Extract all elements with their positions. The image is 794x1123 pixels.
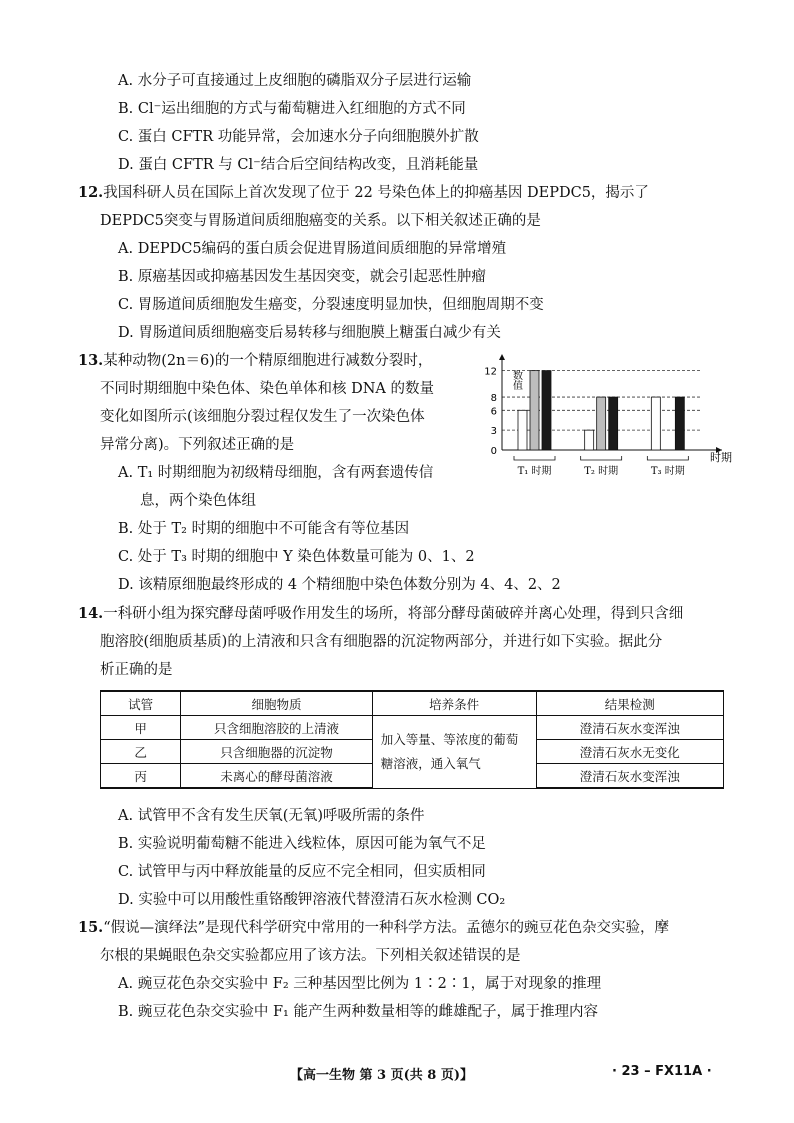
q15-stem-line1 — [78, 918, 669, 938]
q14-option-b: B. 实验说明葡萄糖不能进入线粒体，原因可能为氧气不足 — [118, 836, 486, 852]
q11-option-c: C. 蛋白 CFTR 功能异常，会加速水分子向细胞膜外扩散 — [118, 129, 479, 145]
q14-stem-text1: 一科研小组为探究酵母菌呼吸作用发生的场所，将部分酵母菌破碎并离心处理，得到只含细 — [103, 606, 684, 622]
merged-condition-line2: 糖溶液，通入氧气 — [380, 755, 481, 771]
footer-page-info: 【高一生物 第 3 页(共 8 页)】 — [290, 1068, 474, 1083]
q13-stem-line1 — [78, 351, 432, 371]
q12-option-c: C. 胃肠道间质细胞发生癌变，分裂速度明显加快，但细胞周期不变 — [118, 297, 544, 313]
category-bracket — [514, 456, 555, 460]
q12-stem-text1: 我国科研人员在国际上首次发现了位于 22 号染色体上的抑癌基因 DEPDC5，揭示了 — [103, 185, 649, 201]
y-tick-label: 6 — [490, 406, 497, 418]
experiment-table — [100, 690, 724, 789]
bar — [597, 397, 606, 450]
table-header: 结果检测 — [536, 691, 723, 716]
q13-option-a-line2: 息，两个染色体组 — [140, 493, 256, 509]
q14-number: 14. — [78, 605, 104, 622]
q15-stem-line2: 尔根的果蝇眼色杂交实验都应用了该方法。下列相关叙述错误的是 — [100, 948, 521, 964]
y-axis-arrow-icon — [499, 354, 505, 360]
q12-option-a: A. DEPDC5编码的蛋白质会促进胃肠道间质细胞的异常增殖 — [118, 241, 507, 257]
q11-option-d: D. 蛋白 CFTR 与 Cl⁻结合后空间结构改变，且消耗能量 — [118, 157, 479, 173]
category-bracket — [581, 456, 622, 460]
y-axis-label: 数值 — [510, 370, 522, 390]
table-header-row — [101, 691, 724, 716]
y-tick-label: 8 — [490, 393, 497, 405]
q11-option-b: B. Cl⁻运出细胞的方式与葡萄糖进入红细胞的方式不同 — [118, 101, 466, 117]
q12-number: 12. — [78, 184, 104, 201]
q13-option-d: D. 该精原细胞最终形成的 4 个精细胞中染色体数分别为 4、4、2、2 — [118, 577, 561, 593]
chromosome-bar-chart — [476, 352, 736, 484]
q13-option-b: B. 处于 T₂ 时期的细胞中不可能含有等位基因 — [118, 521, 410, 537]
table-cell: 乙 — [101, 740, 181, 764]
q13-option-a-line1: A. T₁ 时期细胞为初级精母细胞，含有两套遗传信 — [118, 465, 434, 481]
table-header: 细胞物质 — [181, 691, 372, 716]
q11-option-a: A. 水分子可直接通过上皮细胞的磷脂双分子层进行运输 — [118, 73, 472, 89]
bar — [542, 371, 551, 450]
bar — [585, 430, 594, 450]
merged-condition-line1: 加入等量、等浓度的葡萄 — [380, 731, 519, 747]
q12-stem-line1 — [78, 183, 649, 203]
q13-stem-line3: 变化如图所示(该细胞分裂过程仅发生了一次染色体 — [100, 409, 425, 425]
bar — [518, 410, 527, 450]
q15-number: 15. — [78, 919, 104, 936]
table-cell: 只含细胞器的沉淀物 — [181, 740, 372, 764]
q13-number: 13. — [78, 352, 104, 369]
bar — [530, 371, 539, 450]
x-tick-label: T₁ 时期 — [517, 466, 552, 477]
bar — [651, 397, 660, 450]
table-row — [101, 716, 724, 740]
q13-option-c: C. 处于 T₃ 时期的细胞中 Y 染色体数量可能为 0、1、2 — [118, 549, 475, 565]
table-cell: 甲 — [101, 716, 181, 740]
table-header: 试管 — [101, 691, 181, 716]
table-cell: 澄清石灰水变浑浊 — [536, 764, 723, 789]
q15-option-b: B. 豌豆花色杂交实验中 F₁ 能产生两种数量相等的雌雄配子，属于推理内容 — [118, 1004, 598, 1020]
table-header: 培养条件 — [372, 691, 536, 716]
table-cell: 澄清石灰水变浑浊 — [536, 716, 723, 740]
bar — [609, 397, 618, 450]
q13-stem-text1: 某种动物(2n＝6)的一个精原细胞进行减数分裂时， — [103, 353, 433, 369]
q14-option-c: C. 试管甲与丙中释放能量的反应不完全相同，但实质相同 — [118, 864, 486, 880]
q14-stem-line2: 胞溶胶(细胞质基质)的上清液和只含有细胞器的沉淀物两部分，并进行如下实验。据此分 — [100, 634, 663, 650]
x-tick-label: T₃ 时期 — [650, 466, 685, 477]
footer-code: · 23 – FX11A · — [612, 1064, 712, 1079]
q13-stem-line2: 不同时期细胞中染色体、染色单体和核 DNA 的数量 — [100, 381, 435, 397]
y-tick-label: 3 — [490, 426, 497, 438]
x-tick-label: T₂ 时期 — [584, 466, 619, 477]
table-cell: 只含细胞溶胶的上清液 — [181, 716, 372, 740]
q14-stem-line1 — [78, 604, 683, 624]
table-cell: 澄清石灰水无变化 — [536, 740, 723, 764]
y-tick-label: 12 — [484, 366, 497, 378]
category-bracket — [647, 456, 688, 460]
table-cell: 未离心的酵母菌溶液 — [181, 764, 372, 789]
x-axis-label: 时期 — [710, 451, 732, 464]
q15-stem-text1: “假说—演绎法”是现代科学研究中常用的一种科学方法。孟德尔的豌豆花色杂交实验，摩 — [103, 920, 670, 936]
bar — [675, 397, 684, 450]
q12-stem-line2: DEPDC5突变与胃肠道间质细胞癌变的关系。以下相关叙述正确的是 — [100, 213, 541, 229]
q14-option-a: A. 试管甲不含有发生厌氧(无氧)呼吸所需的条件 — [118, 808, 425, 824]
q12-option-d: D. 胃肠道间质细胞癌变后易转移与细胞膜上糖蛋白减少有关 — [118, 325, 501, 341]
table-cell: 丙 — [101, 764, 181, 789]
table-cell-merged-condition — [372, 716, 536, 789]
q15-option-a: A. 豌豆花色杂交实验中 F₂ 三种基因型比例为 1∶2∶1，属于对现象的推理 — [118, 976, 602, 992]
q12-option-b: B. 原癌基因或抑癌基因发生基因突变，就会引起恶性肿瘤 — [118, 269, 486, 285]
q14-option-d: D. 实验中可以用酸性重铬酸钾溶液代替澄清石灰水检测 CO₂ — [118, 892, 506, 908]
y-tick-label: 0 — [490, 446, 497, 457]
q14-stem-line3: 析正确的是 — [100, 662, 173, 678]
q13-stem-line4: 异常分离)。下列叙述正确的是 — [100, 437, 295, 453]
